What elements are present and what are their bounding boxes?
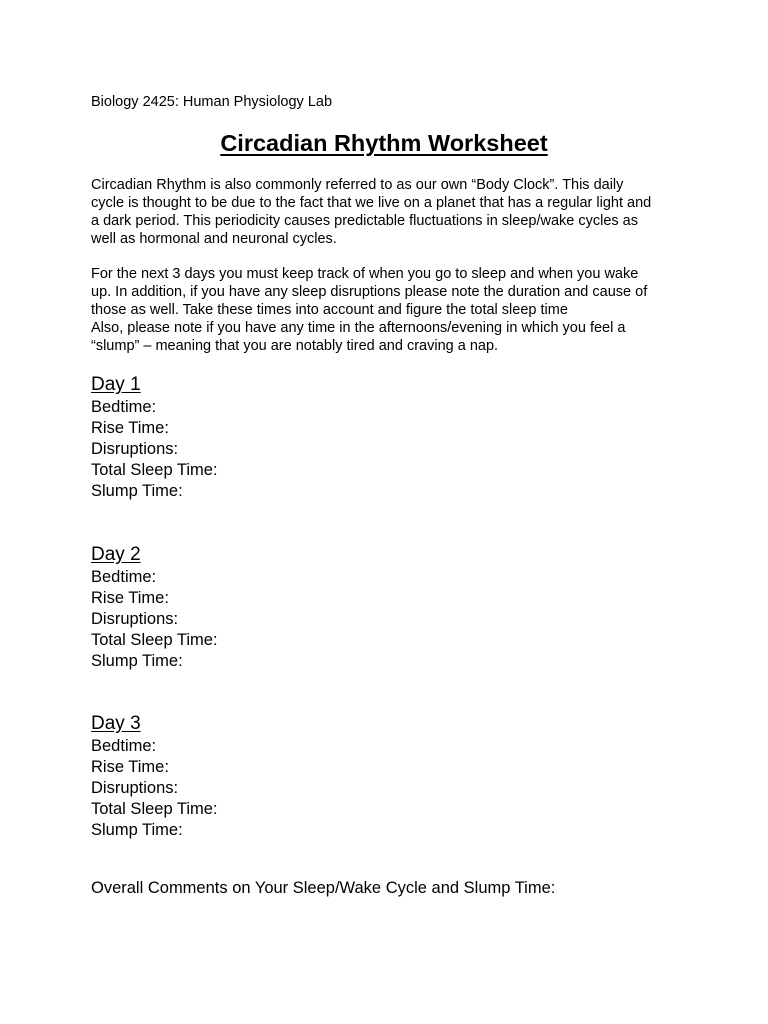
paragraph-line: For the next 3 days you must keep track of when you go to sleep and when you wake [91,266,639,282]
paragraph-line: Also, please note if you have any time in the afternoons/evening in which you feel a [91,320,626,336]
intro-paragraph-1 [91,176,691,248]
bedtime-field: Bedtime: [91,737,157,755]
total-sleep-time-field: Total Sleep Time: [91,800,218,818]
page-title: Circadian Rhythm Worksheet [220,130,548,156]
day-2-section [91,543,491,672]
day-heading: Day 2 [91,544,141,565]
paragraph-line: up. In addition, if you have any sleep disruptions please note the duration and cause of [91,284,648,300]
rise-time-field: Rise Time: [91,419,169,437]
course-name: Biology 2425: Human Physiology Lab [91,94,333,110]
slump-time-field: Slump Time: [91,821,183,839]
slump-time-field: Slump Time: [91,482,183,500]
intro-paragraph-2 [91,265,691,355]
day-heading: Day 1 [91,374,141,395]
total-sleep-time-field: Total Sleep Time: [91,631,218,649]
bedtime-field: Bedtime: [91,398,157,416]
overall-comments-label: Overall Comments on Your Sleep/Wake Cycle and Slump Time: [91,879,556,897]
day-1-section [91,373,491,502]
total-sleep-time-field: Total Sleep Time: [91,461,218,479]
disruptions-field: Disruptions: [91,440,179,458]
bedtime-field: Bedtime: [91,568,157,586]
disruptions-field: Disruptions: [91,779,179,797]
paragraph-line: those as well. Take these times into account and figure the total sleep time [91,302,568,318]
day-heading: Day 3 [91,713,141,734]
paragraph-line: Circadian Rhythm is also commonly referred to as our own “Body Clock”. This daily [91,177,624,193]
paragraph-line: a dark period. This periodicity causes predictable fluctuations in sleep/wake cycles as [91,213,638,229]
rise-time-field: Rise Time: [91,758,169,776]
rise-time-field: Rise Time: [91,589,169,607]
day-3-section [91,712,491,841]
paragraph-line: “slump” – meaning that you are notably tired and craving a nap. [91,338,499,354]
slump-time-field: Slump Time: [91,652,183,670]
paragraph-line: well as hormonal and neuronal cycles. [91,231,337,247]
disruptions-field: Disruptions: [91,610,179,628]
paragraph-line: cycle is thought to be due to the fact that we live on a planet that has a regular light and [91,195,652,211]
